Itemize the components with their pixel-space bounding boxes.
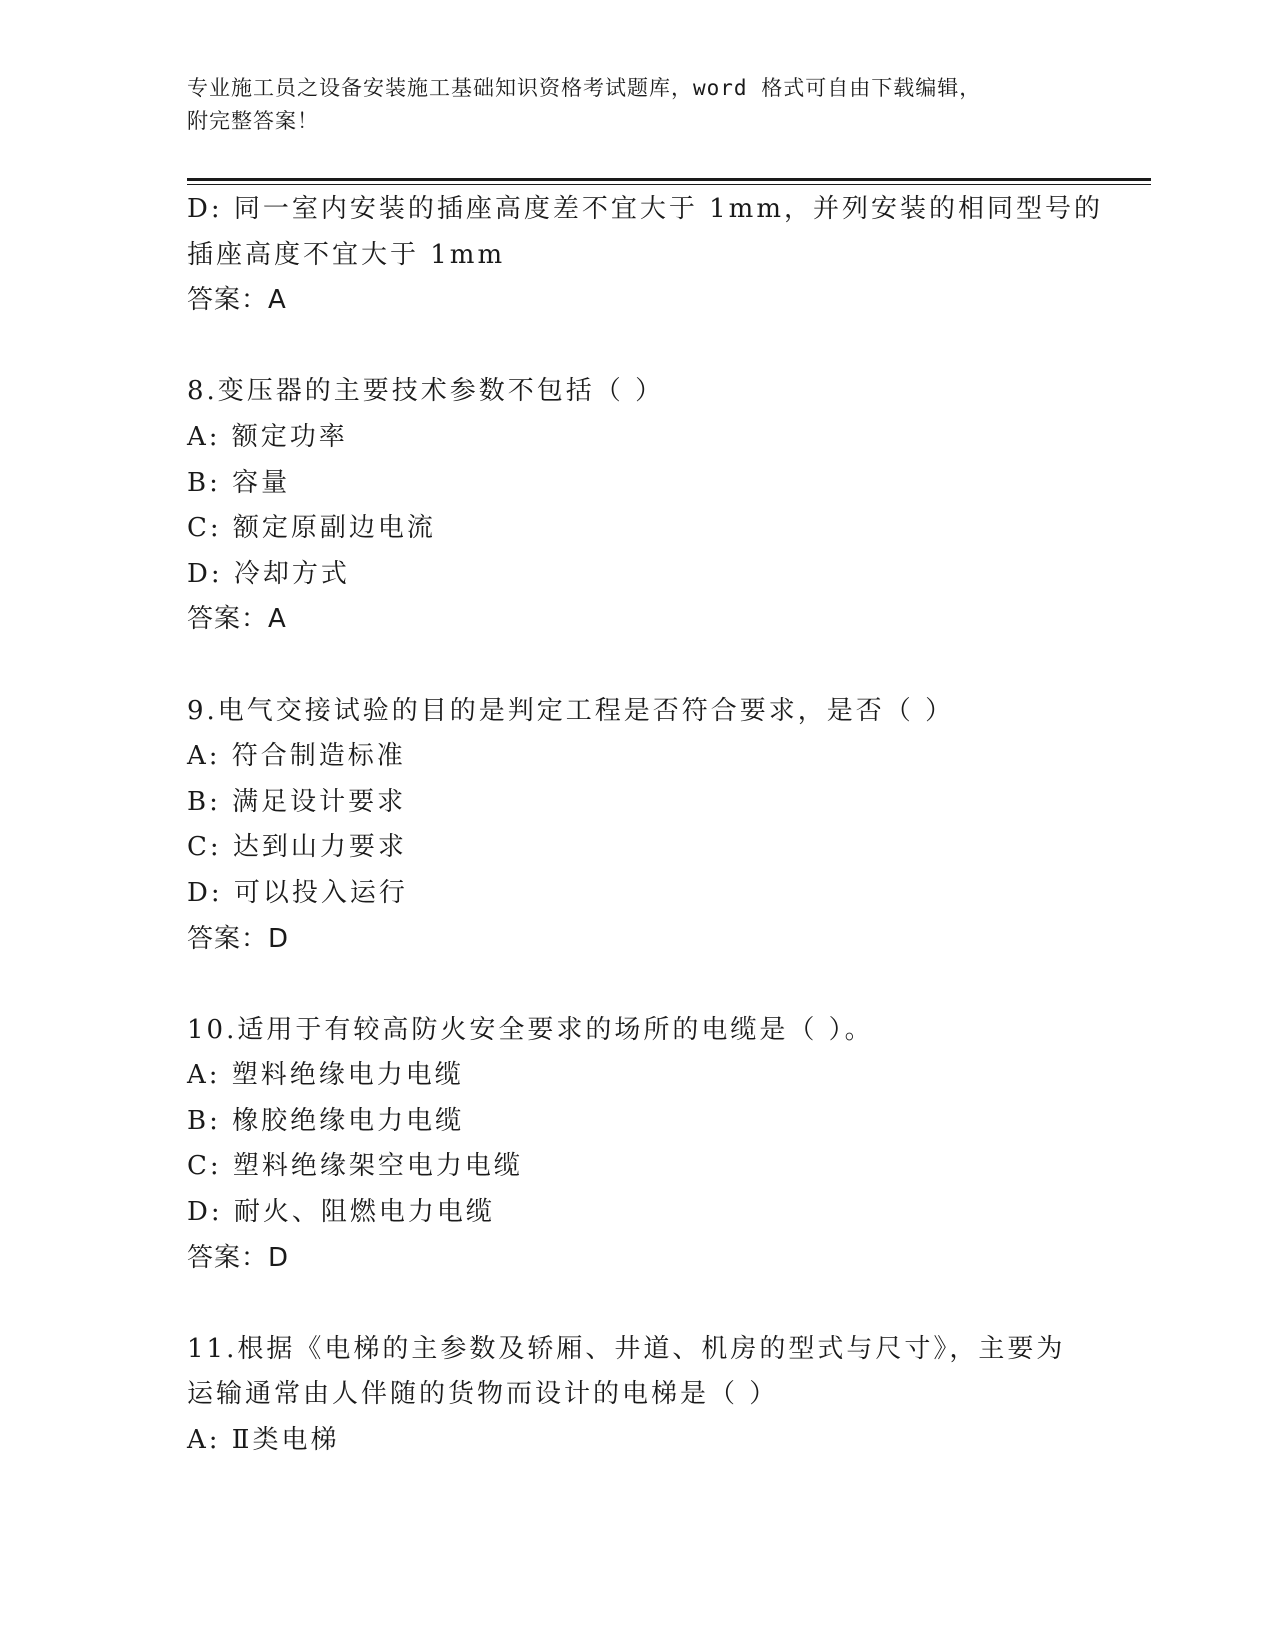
question-content [187, 187, 1103, 1464]
question-8 [187, 369, 1087, 643]
option-d: D: 可以投入运行 [187, 877, 408, 908]
answer-line: 答案：A [187, 285, 287, 316]
question-stem: 9.电气交接试验的目的是判定工程是否符合要求，是否（ ） [187, 695, 955, 726]
option-c: C: 塑料绝缘架空电力电缆 [187, 1151, 523, 1182]
option-a: A: 符合制造标准 [187, 741, 406, 772]
question-stem-continued: 运输通常由人伴随的货物而设计的电梯是（ ） [187, 1379, 779, 1410]
question-stem: 8.变压器的主要技术参数不包括（ ） [187, 376, 665, 407]
header-divider-thick [187, 178, 1151, 181]
option-b: B: 满足设计要求 [187, 786, 407, 817]
header-title-line-2: 附完整答案！ [187, 109, 319, 133]
option-b: B: 容量 [187, 467, 291, 498]
answer-line: 答案：D [187, 923, 290, 954]
option-a: A: 塑料绝缘电力电缆 [187, 1060, 464, 1091]
header-title-line-1: 专业施工员之设备安装施工基础知识资格考试题库，word 格式可自由下载编辑， [187, 76, 982, 100]
spacer [187, 1281, 1087, 1327]
question-9 [187, 689, 1087, 963]
document-header [187, 72, 1087, 138]
option-b: B: 橡胶绝缘电力电缆 [187, 1105, 465, 1136]
option-d-continued: 插座高度不宜大于 1mm [187, 239, 506, 270]
spacer [187, 962, 1087, 1008]
option-a: A: Ⅱ类电梯 [187, 1425, 340, 1456]
answer-line: 答案：D [187, 1242, 290, 1273]
question-10 [187, 1008, 1087, 1282]
answer-line: 答案：A [187, 604, 287, 635]
spacer [187, 643, 1087, 689]
question-7-tail [187, 187, 1103, 324]
question-stem: 11.根据《电梯的主参数及轿厢、井道、机房的型式与尺寸》，主要为 [187, 1333, 1066, 1364]
option-c: C: 额定原副边电流 [187, 513, 436, 544]
option-d: D: 冷却方式 [187, 558, 350, 589]
question-stem: 10.适用于有较高防火安全要求的场所的电缆是（ ）。 [187, 1014, 874, 1045]
spacer [187, 324, 1087, 370]
option-d: D: 耐火、阻燃电力电缆 [187, 1197, 495, 1228]
option-c: C: 达到山力要求 [187, 832, 407, 863]
header-divider-thin [187, 184, 1151, 185]
question-11 [187, 1327, 1087, 1464]
option-a: A: 额定功率 [187, 421, 348, 452]
option-d: D: 同一室内安装的插座高度差不宜大于 1mm，并列安装的相同型号的 [187, 194, 1103, 224]
